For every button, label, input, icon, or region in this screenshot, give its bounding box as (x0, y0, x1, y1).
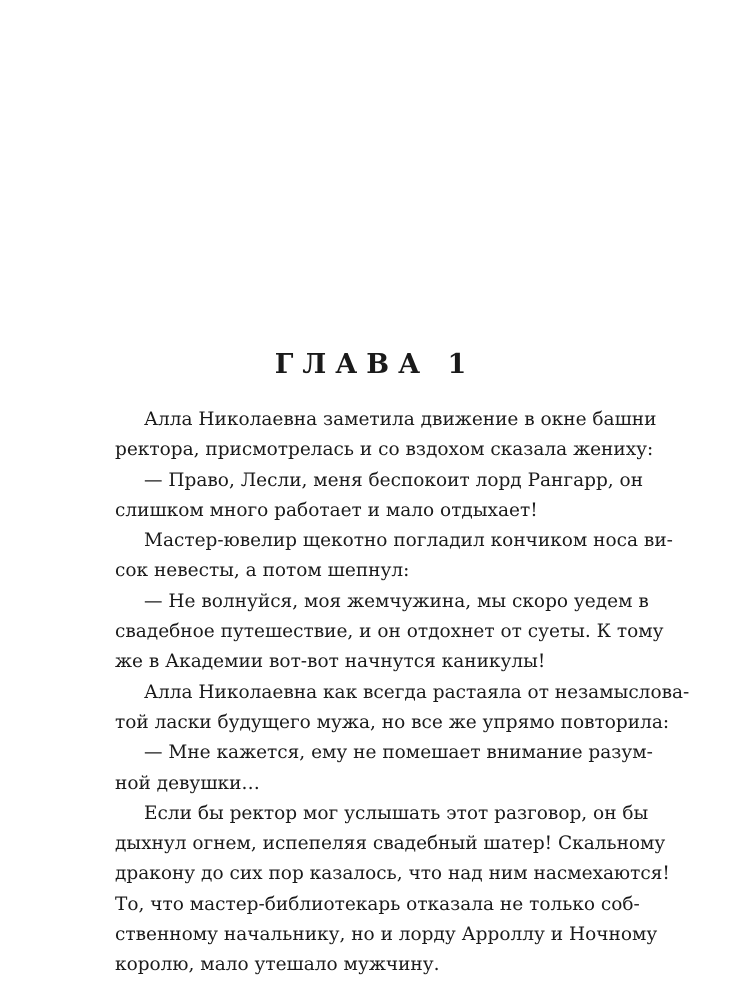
text-line: Алла Николаевна как всегда растаяла от незамыслова- (144, 681, 690, 703)
text-line: ственному начальнику, но и лорду Арроллу и Ночному (115, 924, 658, 946)
text-line: — Мне кажется, ему не помешает внимание разум- (144, 742, 653, 764)
chapter-title: ГЛАВА 1 (274, 349, 476, 380)
text-line: свадебное путешествие, и он отдохнет от суеты. К тому (115, 621, 664, 643)
text-line: ректора, присмотрелась и со вздохом сказала жениху: (115, 439, 654, 461)
text-line: же в Академии вот-вот начнутся каникулы! (115, 651, 546, 673)
text-line: той ласки будущего мужа, но все же упрямо повторила: (115, 711, 670, 733)
text-line: — Право, Лесли, меня беспокоит лорд Рангарр, он (144, 469, 644, 491)
text-line: Алла Николаевна заметила движение в окне башни (144, 409, 657, 430)
text-line: ной девушки… (115, 772, 260, 794)
text-line: То, что мастер-библиотекарь отказала не только соб- (115, 893, 640, 915)
text-line: Мастер-ювелир щекотно погладил кончиком носа ви- (144, 530, 673, 552)
text-line: — Не волнуйся, моя жемчужина, мы скоро уедем в (144, 590, 649, 612)
text-line: дракону до сих пор казалось, что над ним насмехаются! (115, 863, 670, 885)
chapter-body (115, 405, 690, 981)
text-line: сок невесты, а потом шепнул: (115, 560, 410, 582)
text-line: дыхнул огнем, испепеляя свадебный шатер! Скальному (115, 833, 666, 855)
text-line: Если бы ректор мог услышать этот разговор, он бы (144, 802, 649, 824)
text-line: слишком много работает и мало отдыхает! (115, 499, 538, 521)
text-line: королю, мало утешало мужчину. (115, 954, 440, 976)
